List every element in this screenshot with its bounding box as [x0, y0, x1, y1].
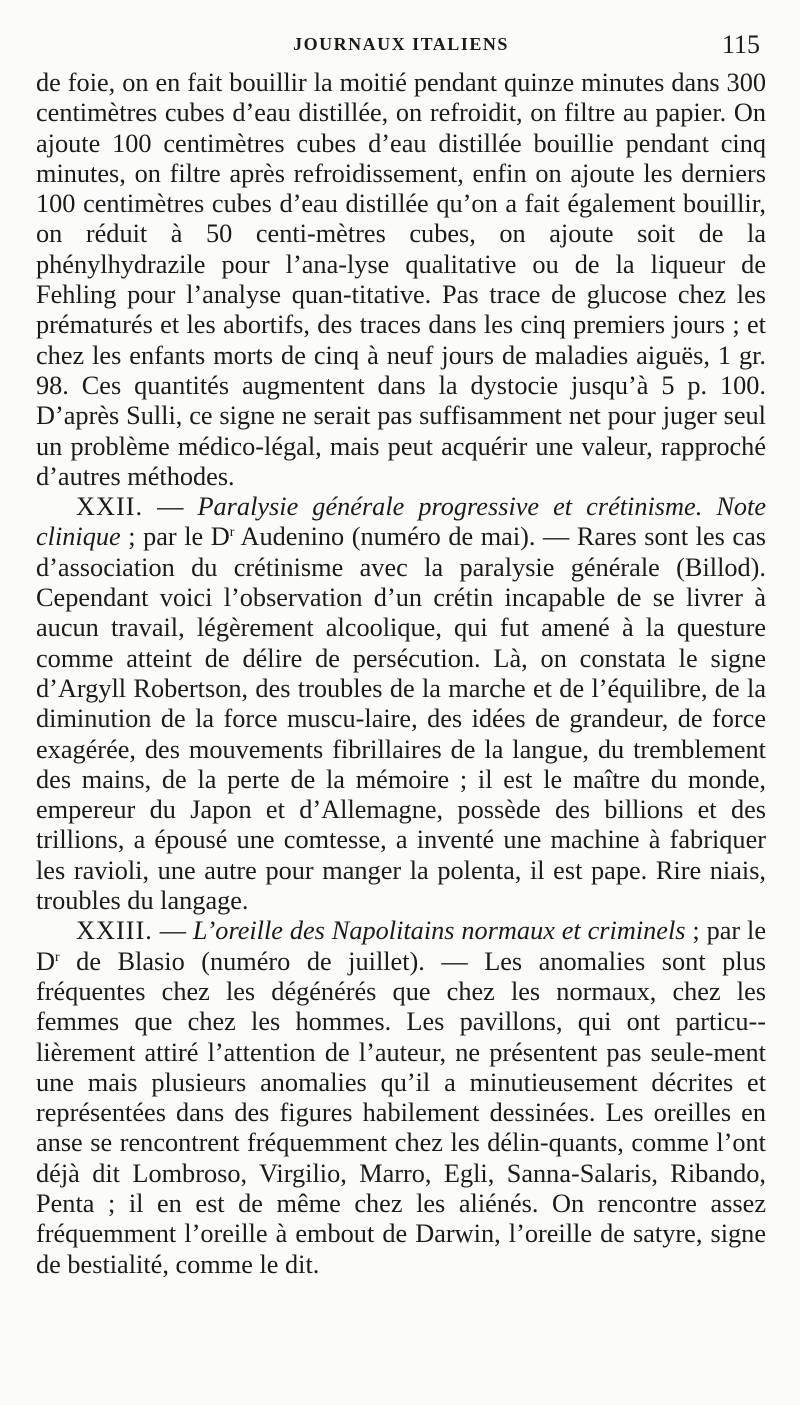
byline-superscript: r [229, 525, 235, 541]
section-title: Paralysie générale progressive et crétinisme. Note clinique [36, 492, 766, 552]
byline-prefix: ; par le D [36, 916, 766, 976]
byline-prefix: ; par le D [120, 522, 230, 552]
section-title: L’oreille des Napolitains normaux et criminels [192, 916, 686, 946]
section-dash: — [152, 916, 193, 946]
section-number: XXII. [76, 492, 144, 522]
body-text [36, 68, 766, 1280]
page-number: 115 [721, 30, 760, 59]
section-number: XXIII. [76, 916, 153, 946]
section-text: Les anomalies sont plus fréquentes chez les dégénérés que chez les normaux, chez les femmes que chez les hommes. Les pavillons, qui ont particu-lièrement attiré l’attention de l’auteur, ne présentent pas seule-ment une mais plusieurs anomalies qu’il a minutieusement décrites et représentées dans des figures habilement dessinées. Les oreilles en anse se rencontrent fréquemment chez les délin-quants, comme l’ont déjà dit Lombroso, Virgilio, Marro, Egli, Sanna-Salaris, Ribando, Penta ; il en est de même chez les aliénés. On rencontre assez fréquemment l’oreille à embout de Darwin, l’oreille de satyre, signe de bestialité, comme le dit. [36, 946, 766, 1279]
running-title: JOURNAUX ITALIENS [293, 34, 509, 54]
page-header [36, 30, 766, 68]
section-dash: — [143, 492, 198, 522]
byline-author: Audenino (numéro de mai). — [234, 522, 577, 552]
byline-author: de Blasio (numéro de juillet). — [59, 946, 485, 976]
section-xxii [36, 492, 766, 916]
section-xxiii [36, 916, 766, 1280]
section-text: Rares sont les cas d’association du crétinisme avec la paralysie générale (Billod). Cependant voici l’observation d’un crétin incapable de se livrer à aucun travail, légèrement alcoolique, qui fut amené à la questure comme atteint de délire de persécution. Là, on constata le signe d’Argyll Robertson, des troubles de la marche et de l’équilibre, de la diminution de la force muscu-laire, des idées de grandeur, de force exagérée, des mouvements fibrillaires de la langue, du tremblement des mains, de la perte de la mémoire ; il est le maître du monde, empereur du Japon et d’Allemagne, possède des billions et des trillions, a épousé une comtesse, a inventé une machine à fabriquer les ravioli, une autre pour manger la polenta, il est pape. Rire niais, troubles du langage. [36, 522, 766, 916]
paragraph-continuation: de foie, on en fait bouillir la moitié pendant quinze minutes dans 300 centimètres cubes d’eau distillée, on refroidit, on filtre au papier. On ajoute 100 centimètres cubes d’eau distillée bouillie pendant cinq minutes, on filtre après refroidissement, enfin on ajoute les derniers 100 centimètres cubes d’eau distillée qu’on a fait également bouillir, on réduit à 50 centi-mètres cubes, on ajoute soit de la phénylhydrazile pour l’ana-lyse qualitative ou de la liqueur de Fehling pour l’analyse quan-titative. Pas trace de glucose chez les prématurés et les abortifs, des traces dans les cinq premiers jours ; et chez les enfants morts de cinq à neuf jours de maladies aiguës, 1 gr. 98. Ces quantités augmentent dans la dystocie jusqu’à 5 p. 100. D’après Sulli, ce signe ne serait pas suffisamment net pour juger seul un problème médico-légal, mais peut acquérir une valeur, rapproché d’autres méthodes. [36, 68, 766, 491]
byline-superscript: r [55, 949, 60, 965]
